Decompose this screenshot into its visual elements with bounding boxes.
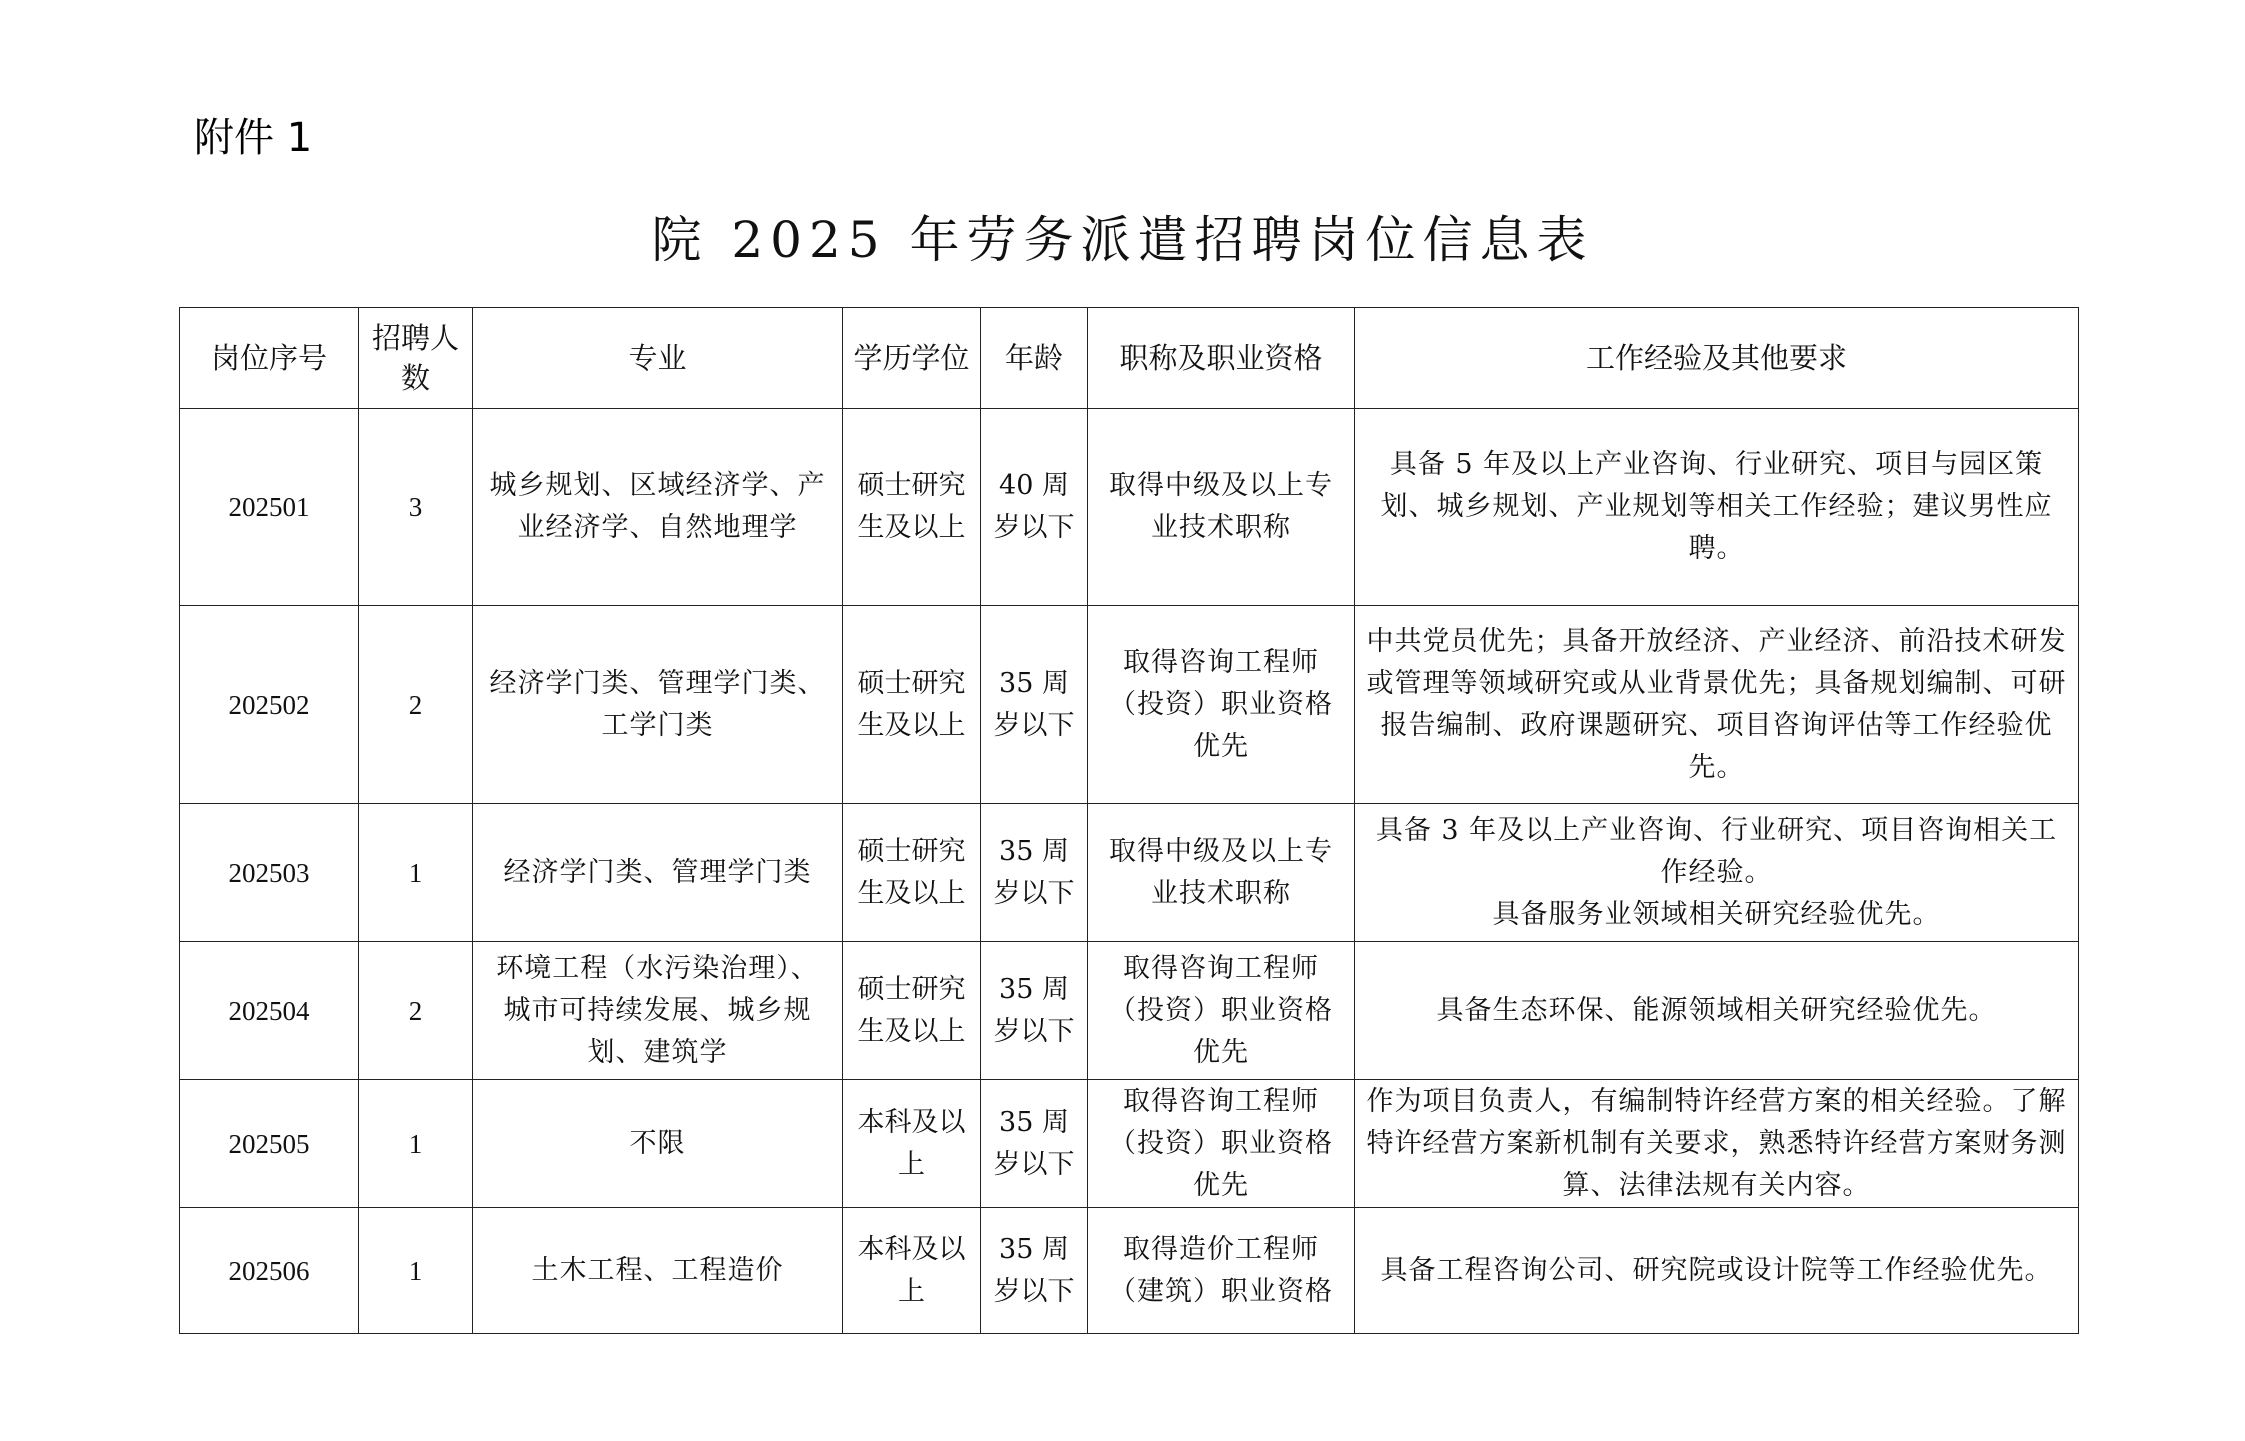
cell-age: 35 周岁以下 [981,1208,1088,1334]
cell-major: 城乡规划、区域经济学、产业经济学、自然地理学 [473,409,843,606]
cell-major: 不限 [473,1080,843,1208]
cell-count: 1 [359,1208,473,1334]
cell-count: 3 [359,409,473,606]
cell-count: 1 [359,804,473,942]
cell-qualification: 取得造价工程师（建筑）职业资格 [1088,1208,1355,1334]
cell-count: 2 [359,606,473,804]
header-post-no: 岗位序号 [180,308,359,409]
table-row [180,606,2079,804]
cell-post-no: 202502 [180,606,359,804]
cell-post-no: 202504 [180,942,359,1080]
table-header-row [180,308,2079,409]
cell-age: 35 周岁以下 [981,606,1088,804]
header-major: 专业 [473,308,843,409]
cell-major: 土木工程、工程造价 [473,1208,843,1334]
header-count: 招聘人数 [359,308,473,409]
cell-age: 40 周岁以下 [981,409,1088,606]
table-row [180,804,2079,942]
cell-degree: 硕士研究生及以上 [843,942,981,1080]
document-title: 院 2025 年劳务派遣招聘岗位信息表 [651,211,1594,269]
cell-age: 35 周岁以下 [981,804,1088,942]
cell-degree: 本科及以上 [843,1080,981,1208]
cell-degree: 硕士研究生及以上 [843,804,981,942]
cell-qualification: 取得咨询工程师（投资）职业资格优先 [1088,606,1355,804]
cell-major: 环境工程（水污染治理）、城市可持续发展、城乡规划、建筑学 [473,942,843,1080]
header-degree: 学历学位 [843,308,981,409]
cell-count: 2 [359,942,473,1080]
cell-post-no: 202506 [180,1208,359,1334]
cell-age: 35 周岁以下 [981,942,1088,1080]
header-requirements: 工作经验及其他要求 [1355,308,2079,409]
cell-post-no: 202501 [180,409,359,606]
cell-count: 1 [359,1080,473,1208]
cell-major: 经济学门类、管理学门类、工学门类 [473,606,843,804]
cell-qualification: 取得咨询工程师（投资）职业资格优先 [1088,942,1355,1080]
attachment-label: 附件 1 [194,115,313,161]
cell-qualification: 取得咨询工程师（投资）职业资格优先 [1088,1080,1355,1208]
cell-degree: 硕士研究生及以上 [843,606,981,804]
table-row [180,942,2079,1080]
cell-requirements: 具备 5 年及以上产业咨询、行业研究、项目与园区策划、城乡规划、产业规划等相关工作经验；建议男性应聘。 [1355,409,2079,606]
header-age: 年龄 [981,308,1088,409]
cell-requirements: 具备生态环保、能源领域相关研究经验优先。 [1355,942,2079,1080]
cell-requirements: 中共党员优先；具备开放经济、产业经济、前沿技术研发或管理等领域研究或从业背景优先；具备规划编制、可研报告编制、政府课题研究、项目咨询评估等工作经验优先。 [1355,606,2079,804]
cell-requirements: 作为项目负责人，有编制特许经营方案的相关经验。了解特许经营方案新机制有关要求，熟悉特许经营方案财务测算、法律法规有关内容。 [1355,1080,2079,1208]
cell-major: 经济学门类、管理学门类 [473,804,843,942]
cell-degree: 硕士研究生及以上 [843,409,981,606]
table-row [180,1208,2079,1334]
cell-post-no: 202503 [180,804,359,942]
cell-degree: 本科及以上 [843,1208,981,1334]
header-qualification: 职称及职业资格 [1088,308,1355,409]
table-row [180,1080,2079,1208]
cell-requirements: 具备工程咨询公司、研究院或设计院等工作经验优先。 [1355,1208,2079,1334]
cell-qualification: 取得中级及以上专业技术职称 [1088,409,1355,606]
cell-age: 35 周岁以下 [981,1080,1088,1208]
cell-qualification: 取得中级及以上专业技术职称 [1088,804,1355,942]
cell-requirements: 具备 3 年及以上产业咨询、行业研究、项目咨询相关工作经验。 具备服务业领域相关研究经验优先。 [1355,804,2079,942]
recruitment-table [179,307,2079,1334]
cell-post-no: 202505 [180,1080,359,1208]
table-row [180,409,2079,606]
